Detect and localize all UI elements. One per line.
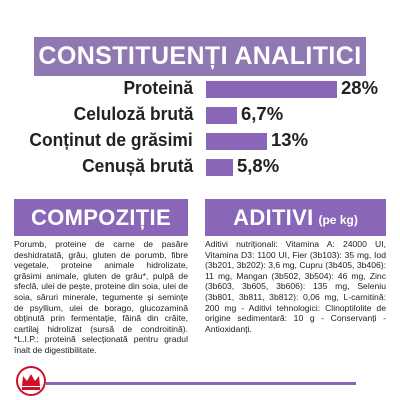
analytics-row-bar (206, 133, 267, 150)
analytics-row-label: Cenușă brută (81, 155, 193, 176)
composition-text: Porumb, proteine de carne de pasăre deshidratată, grâu, gluten de porumb, fibre vegetale, proteine animale hidrolizate, grăsimi animale, gluten de grâu*, pulpă de sfeclă, ulei de pește, proteine din soia, ulei de soia, săruri minerale, tegumente și semințe de psyllium, ulei de borago, glucozamină obținută prin fermentație, făină din crăite, cartilaj hidrolizat (sursă de condroitină). *L.I.P.: proteină selecționată pentru gradul înalt de digestibilitate. (14, 239, 188, 355)
analytics-title: CONSTITUENȚI ANALITICI (38, 42, 362, 70)
analytics-rows (0, 76, 400, 186)
analytics-row-value: 13% (271, 129, 309, 150)
additives-text: Aditivi nutriționali: Vitamina A: 24000 UI, Vitamina D3: 1100 UI, Fier (3b103): 35 mg, Iod (3b201, 3b202): 3,6 mg, Cupru (3b405, 3b406): 11 mg, Mangan (3b502, 3b504): 46 mg, Zinc (3b603, 3b605, 3b606): 135 mg, Seleniu (3b801, 3b811, 3b812): 0,06 mg, L-carnitină: 200 mg - Aditivi tehnologici: Clinoptilolite de origine sedimentară: 10 g - Conservanți - Antioxidanți. (205, 239, 386, 334)
analytics-row-value: 6,7% (241, 103, 284, 124)
analytics-row-label: Celuloză brută (73, 103, 193, 124)
analytics-row-fiber (0, 102, 400, 128)
analytics-row-value: 28% (341, 77, 379, 98)
composition-header (14, 199, 188, 236)
additives-subtitle: (pe kg) (318, 213, 358, 227)
composition-title: COMPOZIȚIE (31, 204, 171, 230)
analytics-row-ash (0, 154, 400, 180)
footer-divider (46, 382, 356, 385)
additives-title: ADITIVI (233, 204, 314, 230)
crown-logo-icon (16, 366, 46, 396)
analytics-row-fat (0, 128, 400, 154)
analytics-banner (34, 37, 366, 76)
analytics-row-bar (206, 81, 337, 98)
analytics-row-label: Proteină (123, 77, 193, 98)
analytics-row-protein (0, 76, 400, 102)
additives-header (205, 199, 386, 236)
analytics-row-value: 5,8% (237, 155, 280, 176)
analytics-row-bar (206, 107, 237, 124)
analytics-row-bar (206, 159, 233, 176)
analytics-row-label: Conținut de grăsimi (29, 129, 193, 150)
